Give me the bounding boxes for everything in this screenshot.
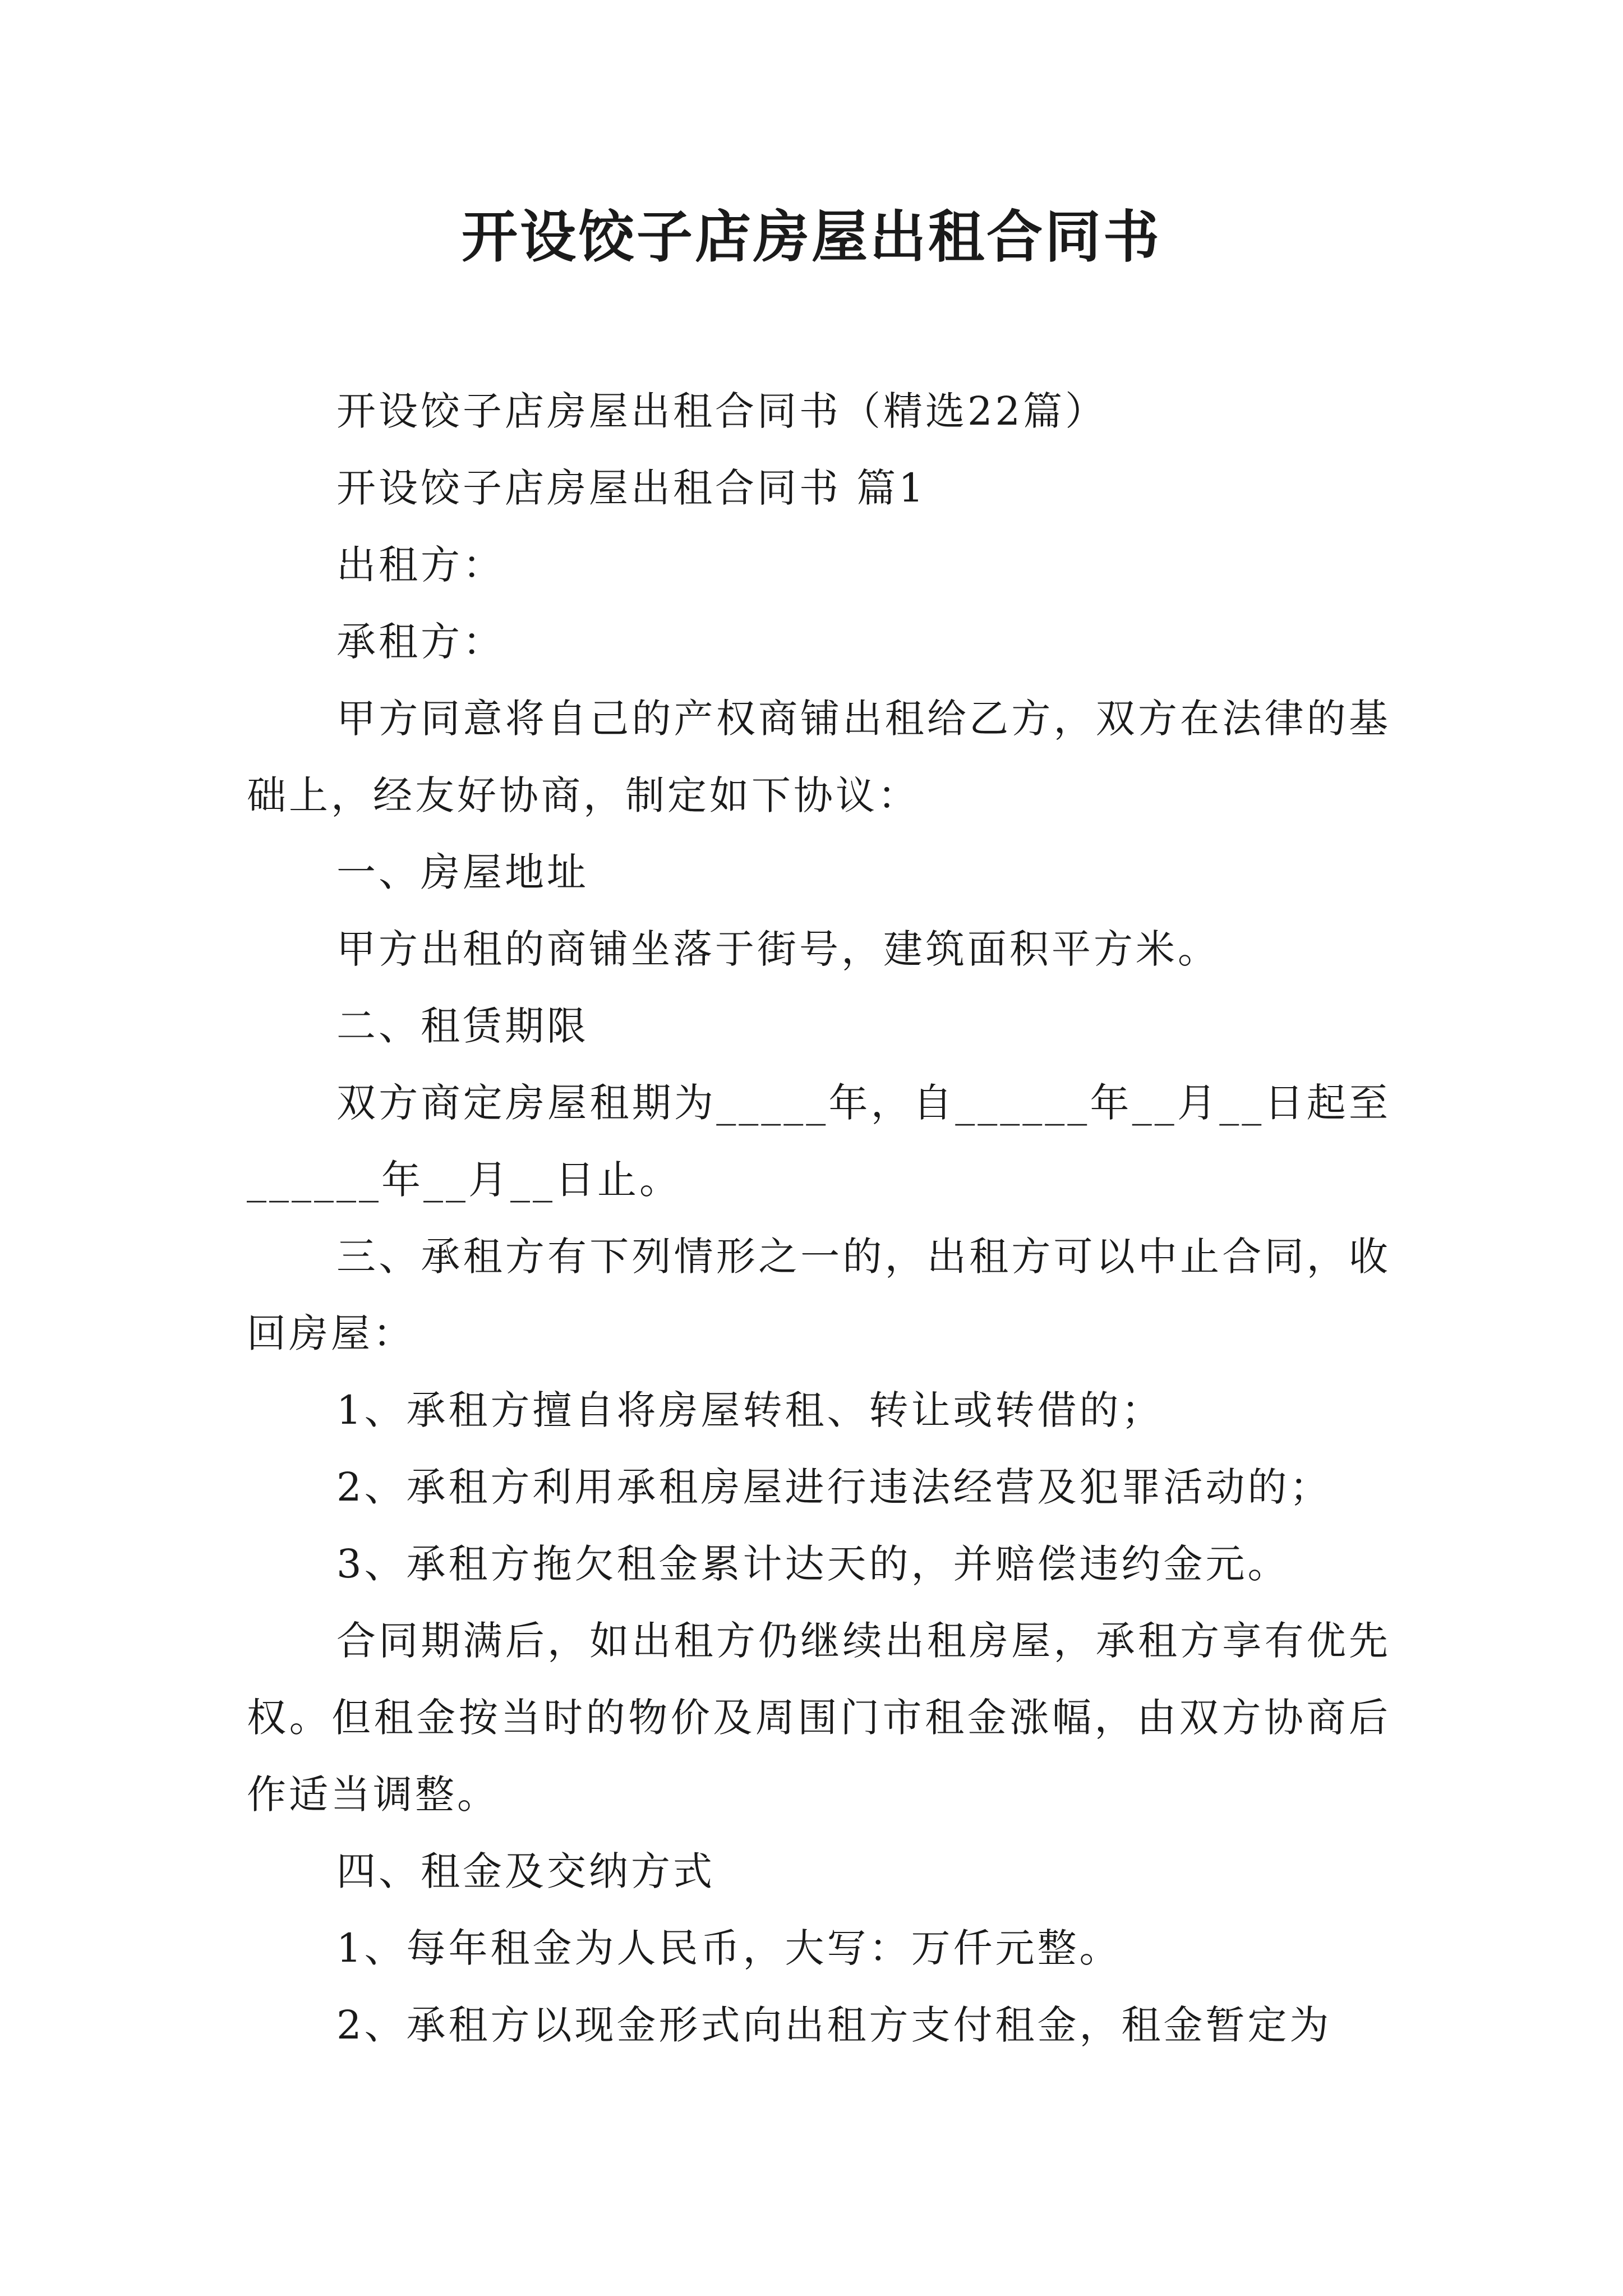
paragraph-clause-heading: 二、租赁期限 [336, 1003, 589, 1049]
paragraph-lessor: 出租方： [336, 542, 505, 588]
paragraph-clause-text: 双方商定房屋租期为_____年，自______年__月__日起至______年__月__日止。 [247, 1080, 1391, 1203]
paragraph-list-item: 1、承租方擅自将房屋转租、转让或转借的； [336, 1387, 1164, 1433]
document-body [247, 373, 1391, 2064]
paragraph-clause-heading: 三、承租方有下列情形之一的，出租方可以中止合同，收回房屋： [247, 1234, 1391, 1356]
paragraph-clause-text: 甲方出租的商铺坐落于街号，建筑面积平方米。 [336, 926, 1220, 972]
paragraph-lessee: 承租方： [336, 619, 505, 665]
paragraph-list-item: 2、承租方利用承租房屋进行违法经营及犯罪活动的； [336, 1464, 1332, 1510]
document-title: 开设饺子店房屋出租合同书 [462, 204, 1161, 270]
paragraph-list-item: 1、每年租金为人民币，大写：万仟元整。 [336, 1925, 1122, 1971]
paragraph-list-item: 2、承租方以现金形式向出租方支付租金，租金暂定为 [336, 2002, 1332, 2048]
paragraph-clause-heading: 四、租金及交纳方式 [336, 1848, 715, 1894]
paragraph-subtitle: 开设饺子店房屋出租合同书（精选22篇） [336, 388, 1108, 434]
paragraph-clause-heading: 一、房屋地址 [336, 849, 589, 895]
paragraph-preamble: 甲方同意将自己的产权商铺出租给乙方，双方在法律的基础上，经友好协商，制定如下协议： [247, 696, 1391, 818]
paragraph-list-item: 3、承租方拖欠租金累计达天的，并赔偿违约金元。 [336, 1541, 1290, 1587]
paragraph-clause-text: 合同期满后，如出租方仍继续出租房屋，承租方享有优先权。但租金按当时的物价及周围门市租金涨幅，由双方协商后作适当调整。 [247, 1618, 1391, 1818]
paragraph-section-heading: 开设饺子店房屋出租合同书 篇1 [336, 465, 926, 511]
